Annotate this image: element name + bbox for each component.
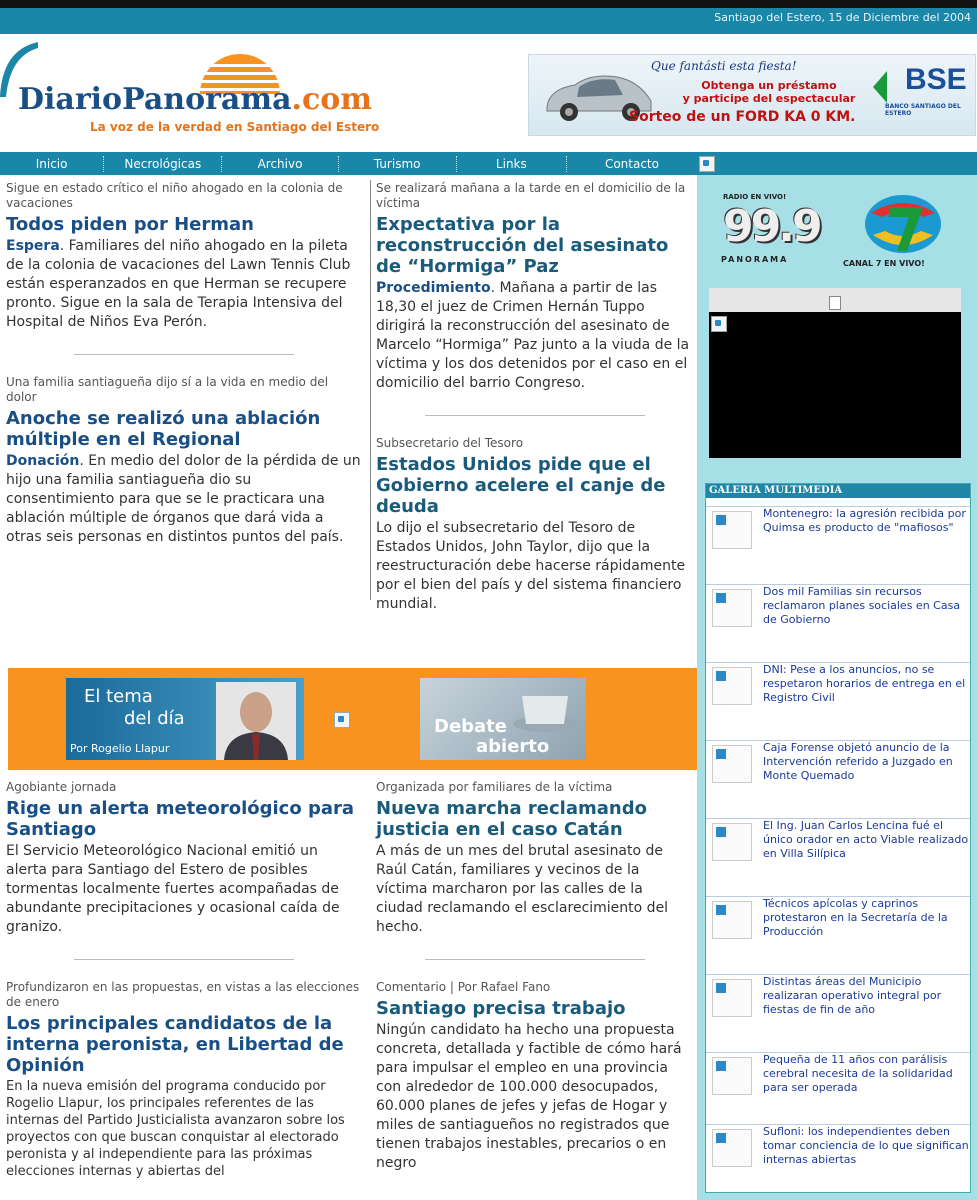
separator [74,354,294,355]
article-herman [6,181,362,332]
gallery-thumbnail [712,823,752,861]
article-headline[interactable]: Estados Unidos pide que el Gobierno acelere el canje de deuda [376,454,666,517]
tema-del-dia-banner[interactable] [66,678,304,760]
article-body: A más de un mes del brutal asesinato de Raúl Catán, familiares y vecinos de la víctima marcharon por las calles de la ciudad reclamando el esclarecimiento del hecho. [376,843,669,935]
gallery-thumbnail [712,745,752,783]
top-black-bar [0,0,977,8]
article-body [376,279,694,393]
gallery-item[interactable] [706,1124,970,1191]
article-ablacion [6,375,362,547]
columnist-photo [216,682,296,760]
article-kicker: Se realizará mañana a la tarde en el domicilio de la víctima [376,181,686,210]
article-body: En la nueva emisión del programa conducido por Rogelio Llapur, los principales referentes de las internas del Partido Justicialista avanzaron sobre los proyectos con que buscan conquistar al electorado peronista y al independiente para las próximas elecciones internas y abiertas del [6,1079,345,1179]
gallery-item-link[interactable]: DNI: Pese a los anuncios, no se respetaron horarios de entrega en el Registro Civil [763,663,966,704]
article-kicker: Organizada por familiares de la víctima [376,780,613,794]
gallery-item[interactable] [706,896,970,967]
separator [425,959,645,960]
article-kicker: Agobiante jornada [6,780,117,794]
article-headline[interactable]: Los principales candidatos de la interna peronista, en Libertad de Opinión [6,1013,344,1076]
debate-line2: abierto [476,736,550,757]
article-catan [376,780,694,937]
gallery-thumbnail [712,979,752,1017]
live-media-box [697,175,977,275]
article-headline[interactable]: Santiago precisa trabajo [376,998,626,1019]
article-text: . Familiares del niño ahogado en la pileta de la colonia de vacaciones del Lawn Tennis Club están esperanzados en que Herman se recupere pronto. Sigue en la sala de Terapia Intensiva del Hospital de Niños Eva Perón. [6,238,351,330]
video-toolbar [709,288,961,312]
article-body [6,452,362,547]
gallery-item-link[interactable]: Dos mil Familias sin recursos reclamaron planes sociales en Casa de Gobierno [763,585,961,626]
nav-archivo[interactable]: Archivo [222,156,338,172]
document-icon [829,296,841,310]
canal7-logo[interactable] [843,193,963,268]
right-column-bottom [376,780,694,1173]
separator [74,959,294,960]
gallery-title: GALERIA MULTIMEDIA [706,484,970,498]
article-lead: Donación [6,453,80,469]
article-kicker: Comentario | Por Rafael Fano [376,980,551,994]
gallery-thumbnail [712,1057,752,1095]
gallery-thumbnail [712,589,752,627]
debate-line1: Debate [434,716,507,737]
article-tesoro [376,436,694,614]
canal7-live-label: CANAL 7 EN VIVO! [843,259,925,268]
site-logo[interactable] [18,82,372,117]
gallery-thumbnail [712,901,752,939]
tema-line1: El tema [84,686,153,707]
banner-offer-line1: Obtenga un préstamo [701,79,837,92]
right-sidebar [697,175,977,1200]
article-lead: Procedimiento [376,280,491,296]
date-text: Santiago del Estero, 15 de Diciembre del 2004 [714,11,971,24]
gallery-thumbnail [712,667,752,705]
article-alerta [6,780,362,937]
gallery-item-link[interactable]: Técnicos apícolas y caprinos protestaron en la Secretaría de la Producción [763,897,948,938]
gallery-item[interactable] [706,662,970,733]
gallery-item[interactable] [706,506,970,577]
article-body [6,237,362,332]
broken-image-icon [711,316,727,332]
tema-line2: del día [124,708,185,729]
bse-logo-subtitle: BANCO SANTIAGO DEL ESTERO [885,103,961,117]
article-headline[interactable]: Anoche se realizó una ablación múltiple en el Regional [6,408,321,450]
radio-frequency: 99.9 [723,201,820,252]
radio-live-label: RADIO EN VIVO! [723,193,787,201]
nav-links[interactable]: Links [457,156,567,172]
separator [425,415,645,416]
debate-abierto-banner[interactable] [420,678,586,760]
gallery-item[interactable] [706,818,970,889]
nav-contacto[interactable]: Contacto [604,156,659,171]
banner-offer [669,79,869,105]
gallery-item[interactable] [706,1052,970,1123]
coffee-cup-image [510,684,580,734]
article-headline[interactable]: Nueva marcha reclamando justicia en el caso Catán [376,798,647,840]
article-kicker: Subsecretario del Tesoro [376,436,524,450]
article-headline[interactable]: Todos piden por Herman [6,214,254,235]
date-bar [0,8,977,34]
broken-image-icon [334,712,350,728]
ad-banner-bse[interactable] [528,54,976,136]
gallery-item[interactable] [706,740,970,811]
broken-image-icon [699,156,715,172]
tema-byline: Por Rogelio Llapur [70,742,170,755]
article-headline[interactable]: Rige un alerta meteorológico para Santiago [6,798,355,840]
banner-offer-line2: y participe del espectacular [682,92,856,105]
gallery-thumbnail [712,511,752,549]
article-trabajo [376,980,694,1173]
logo-tagline: La voz de la verdad en Santiago del Estero [90,120,380,134]
article-body: Lo dijo el subsecretario del Tesoro de Estados Unidos, John Taylor, dijo que la reestructuración debe hacerse rápidamente por el bien del país y del sistema financiero mundial. [376,520,686,612]
article-candidatos [6,980,362,1180]
article-lead: Espera [6,238,60,254]
bse-logo-text: BSE [905,63,967,96]
article-body: El Servicio Meteorológico Nacional emitió un alerta para Santiago del Estero de posibles tormentas localmente fuertes acompañadas de abundante precipitaciones y ocasional caída de granizo. [6,843,340,935]
gallery-item-link[interactable]: El Ing. Juan Carlos Lencina fué el único orador en acto Viable realizado en Villa Silípica [763,819,969,860]
right-column-top [376,181,694,614]
article-hormiga [376,181,694,393]
gallery-item-link[interactable]: Pequeña de 11 años con parálisis cerebral necesita de la solidaridad para ser operada [763,1053,953,1094]
nav-end-bar [697,152,977,175]
canal7-icon [863,193,943,255]
nav-inicio[interactable]: Inicio [0,156,104,172]
article-body: Ningún candidato ha hecho una propuesta concreta, detallada y factible de cómo hará para impulsar el empleo en una provincia con alrededor de 100.000 desocupados, 60.000 planes de jefes y jefas de Hogar y miles de santiagueños no registrados que tienen trabajos inestables, precarios o en negro [376,1022,682,1171]
gallery-item-link[interactable]: Montenegro: la agresión recibida por Quimsa es producto de "mafiosos" [763,507,966,534]
gallery-item-link[interactable]: Sufloni: los independientes deben tomar conciencia de lo que significan internas abiertas [763,1125,969,1166]
multimedia-gallery [705,483,971,1193]
left-column-top [6,181,362,547]
video-player[interactable] [709,288,961,458]
article-text: . Mañana a partir de las 18,30 el juez de Crimen Hernán Tuppo dirigirá la reconstrucción del asesinato de Marcelo “Hormiga” Paz junto a la viuda de la víctima y los dos detenidos por el caso en el domicilio del barrio Congreso. [376,280,690,391]
article-kicker: Una familia santiagueña dijo sí a la vida en medio del dolor [6,375,329,404]
nav-turismo[interactable]: Turismo [339,156,457,172]
banner-slogan: Que fantásti esta fiesta! [651,59,797,73]
article-kicker: Sigue en estado crítico el niño ahogado en la colonia de vacaciones [6,181,343,210]
main-nav [0,152,697,175]
site-header [0,34,977,152]
radio-panorama-logo[interactable] [715,193,820,264]
gallery-item[interactable] [706,584,970,655]
logo-name: DiarioPanorama [18,82,292,117]
gallery-item[interactable] [706,974,970,1045]
gallery-thumbnail [712,1129,752,1167]
gallery-item-link[interactable]: Caja Forense objetó anuncio de la Intervención referido a Juzgado en Monte Quemado [763,741,953,782]
nav-necrologicas[interactable]: Necrológicas [104,156,222,172]
article-headline[interactable]: Expectativa por la reconstrucción del asesinato de “Hormiga” Paz [376,214,669,277]
gallery-item-link[interactable]: Distintas áreas del Municipio realizaran operativo integral por fiestas de fin de año [763,975,942,1016]
banner-raffle: Sorteo de un FORD KA 0 KM. [629,109,856,125]
left-column-bottom [6,780,362,1180]
article-text: . En medio del dolor de la pérdida de un hijo una familia santiagueña dio su consentimiento para que se le practicara una ablación múltiple de órganos que dará vida a otras seis personas en distintos puntos del país. [6,453,361,545]
column-divider [370,180,371,600]
logo-suffix: .com [291,82,372,117]
radio-name: PANORAMA [721,255,789,264]
promo-strip [8,668,698,770]
article-kicker: Profundizaron en las propuestas, en vistas a las elecciones de enero [6,980,360,1009]
